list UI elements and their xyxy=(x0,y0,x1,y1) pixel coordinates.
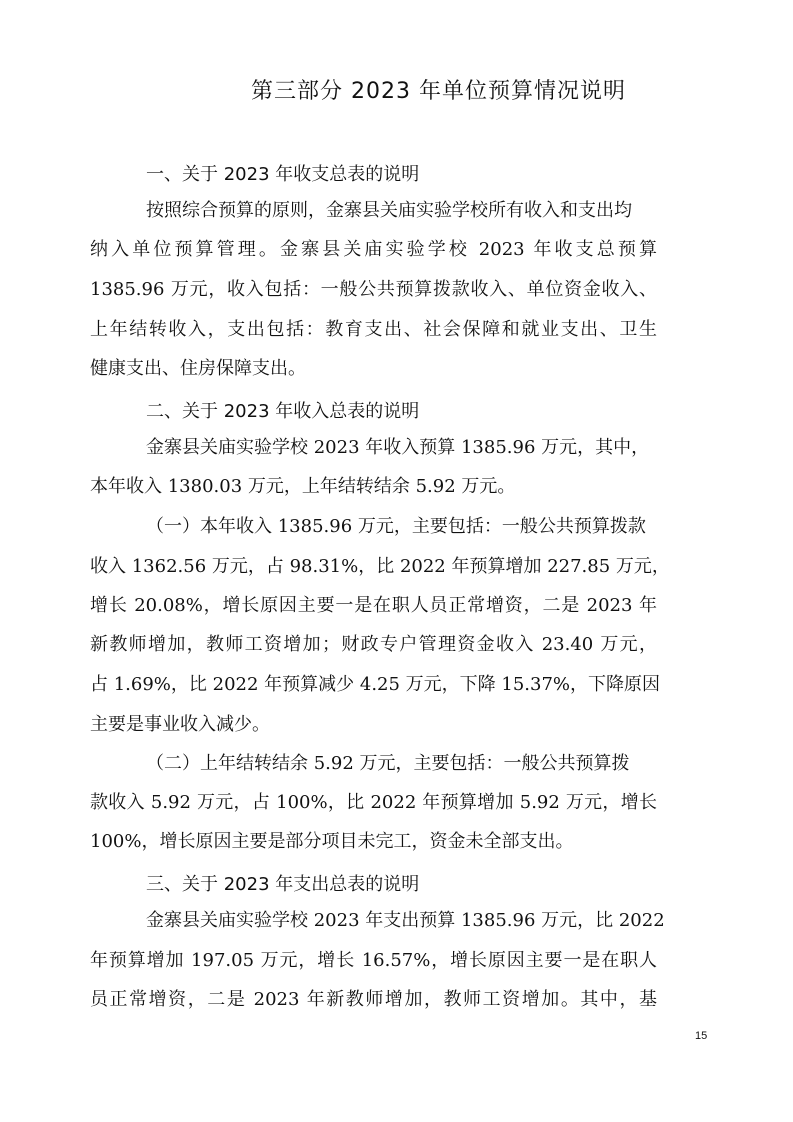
paragraph-line: 金寨县关庙实验学校 2023 年支出预算 1385.96 万元，比 2022 xyxy=(146,910,665,931)
paragraph-line: 100%，增长原因主要是部分项目未完工，资金未全部支出。 xyxy=(90,831,574,852)
paragraph-line: 收入 1362.56 万元，占 98.31%，比 2022 年预算增加 227.85 万元， xyxy=(90,556,670,577)
paragraph-line: 上年结转收入，支出包括：教育支出、社会保障和就业支出、卫生 xyxy=(90,319,657,340)
paragraph-line: 新教师增加，教师工资增加；财政专户管理资金收入 23.40 万元， xyxy=(90,634,657,655)
paragraph-line: 占 1.69%，比 2022 年预算减少 4.25 万元，下降 15.37%，下降原因 xyxy=(90,674,661,695)
paragraph-line: 增长 20.08%，增长原因主要一是在职人员正常增资，二是 2023 年 xyxy=(90,595,657,616)
paragraph-line: 员正常增资，二是 2023 年新教师增加，教师工资增加。其中，基 xyxy=(90,989,657,1010)
paragraph-line: 本年收入 1380.03 万元，上年结转结余 5.92 万元。 xyxy=(90,476,516,497)
paragraph-line: 年预算增加 197.05 万元，增长 16.57%，增长原因主要一是在职人 xyxy=(90,950,657,971)
paragraph-line: 按照综合预算的原则，金寨县关庙实验学校所有收入和支出均 xyxy=(146,200,632,221)
paragraph-line: 款收入 5.92 万元，占 100%，比 2022 年预算增加 5.92 万元，增长 xyxy=(90,792,657,813)
page-number: 15 xyxy=(695,1030,708,1042)
page-title: 第三部分 2023 年单位预算情况说明 xyxy=(251,79,626,104)
paragraph-line: （一）本年收入 1385.96 万元，主要包括：一般公共预算拨款 xyxy=(146,516,646,537)
section-heading-3: 三、关于 2023 年支出总表的说明 xyxy=(146,874,420,895)
paragraph-line: 健康支出、住房保障支出。 xyxy=(90,358,306,379)
section-heading-1: 一、关于 2023 年收支总表的说明 xyxy=(146,164,420,185)
section-heading-2: 二、关于 2023 年收入总表的说明 xyxy=(146,401,420,422)
paragraph-line: （二）上年结转结余 5.92 万元，主要包括：一般公共预算拨 xyxy=(146,753,630,774)
paragraph-line: 1385.96 万元，收入包括：一般公共预算拨款收入、单位资金收入、 xyxy=(90,279,657,300)
paragraph-line: 主要是事业收入减少。 xyxy=(90,714,270,735)
paragraph-line: 金寨县关庙实验学校 2023 年收入预算 1385.96 万元，其中， xyxy=(146,437,650,458)
paragraph-line: 纳入单位预算管理。金寨县关庙实验学校 2023 年收支总预算 xyxy=(90,239,657,260)
